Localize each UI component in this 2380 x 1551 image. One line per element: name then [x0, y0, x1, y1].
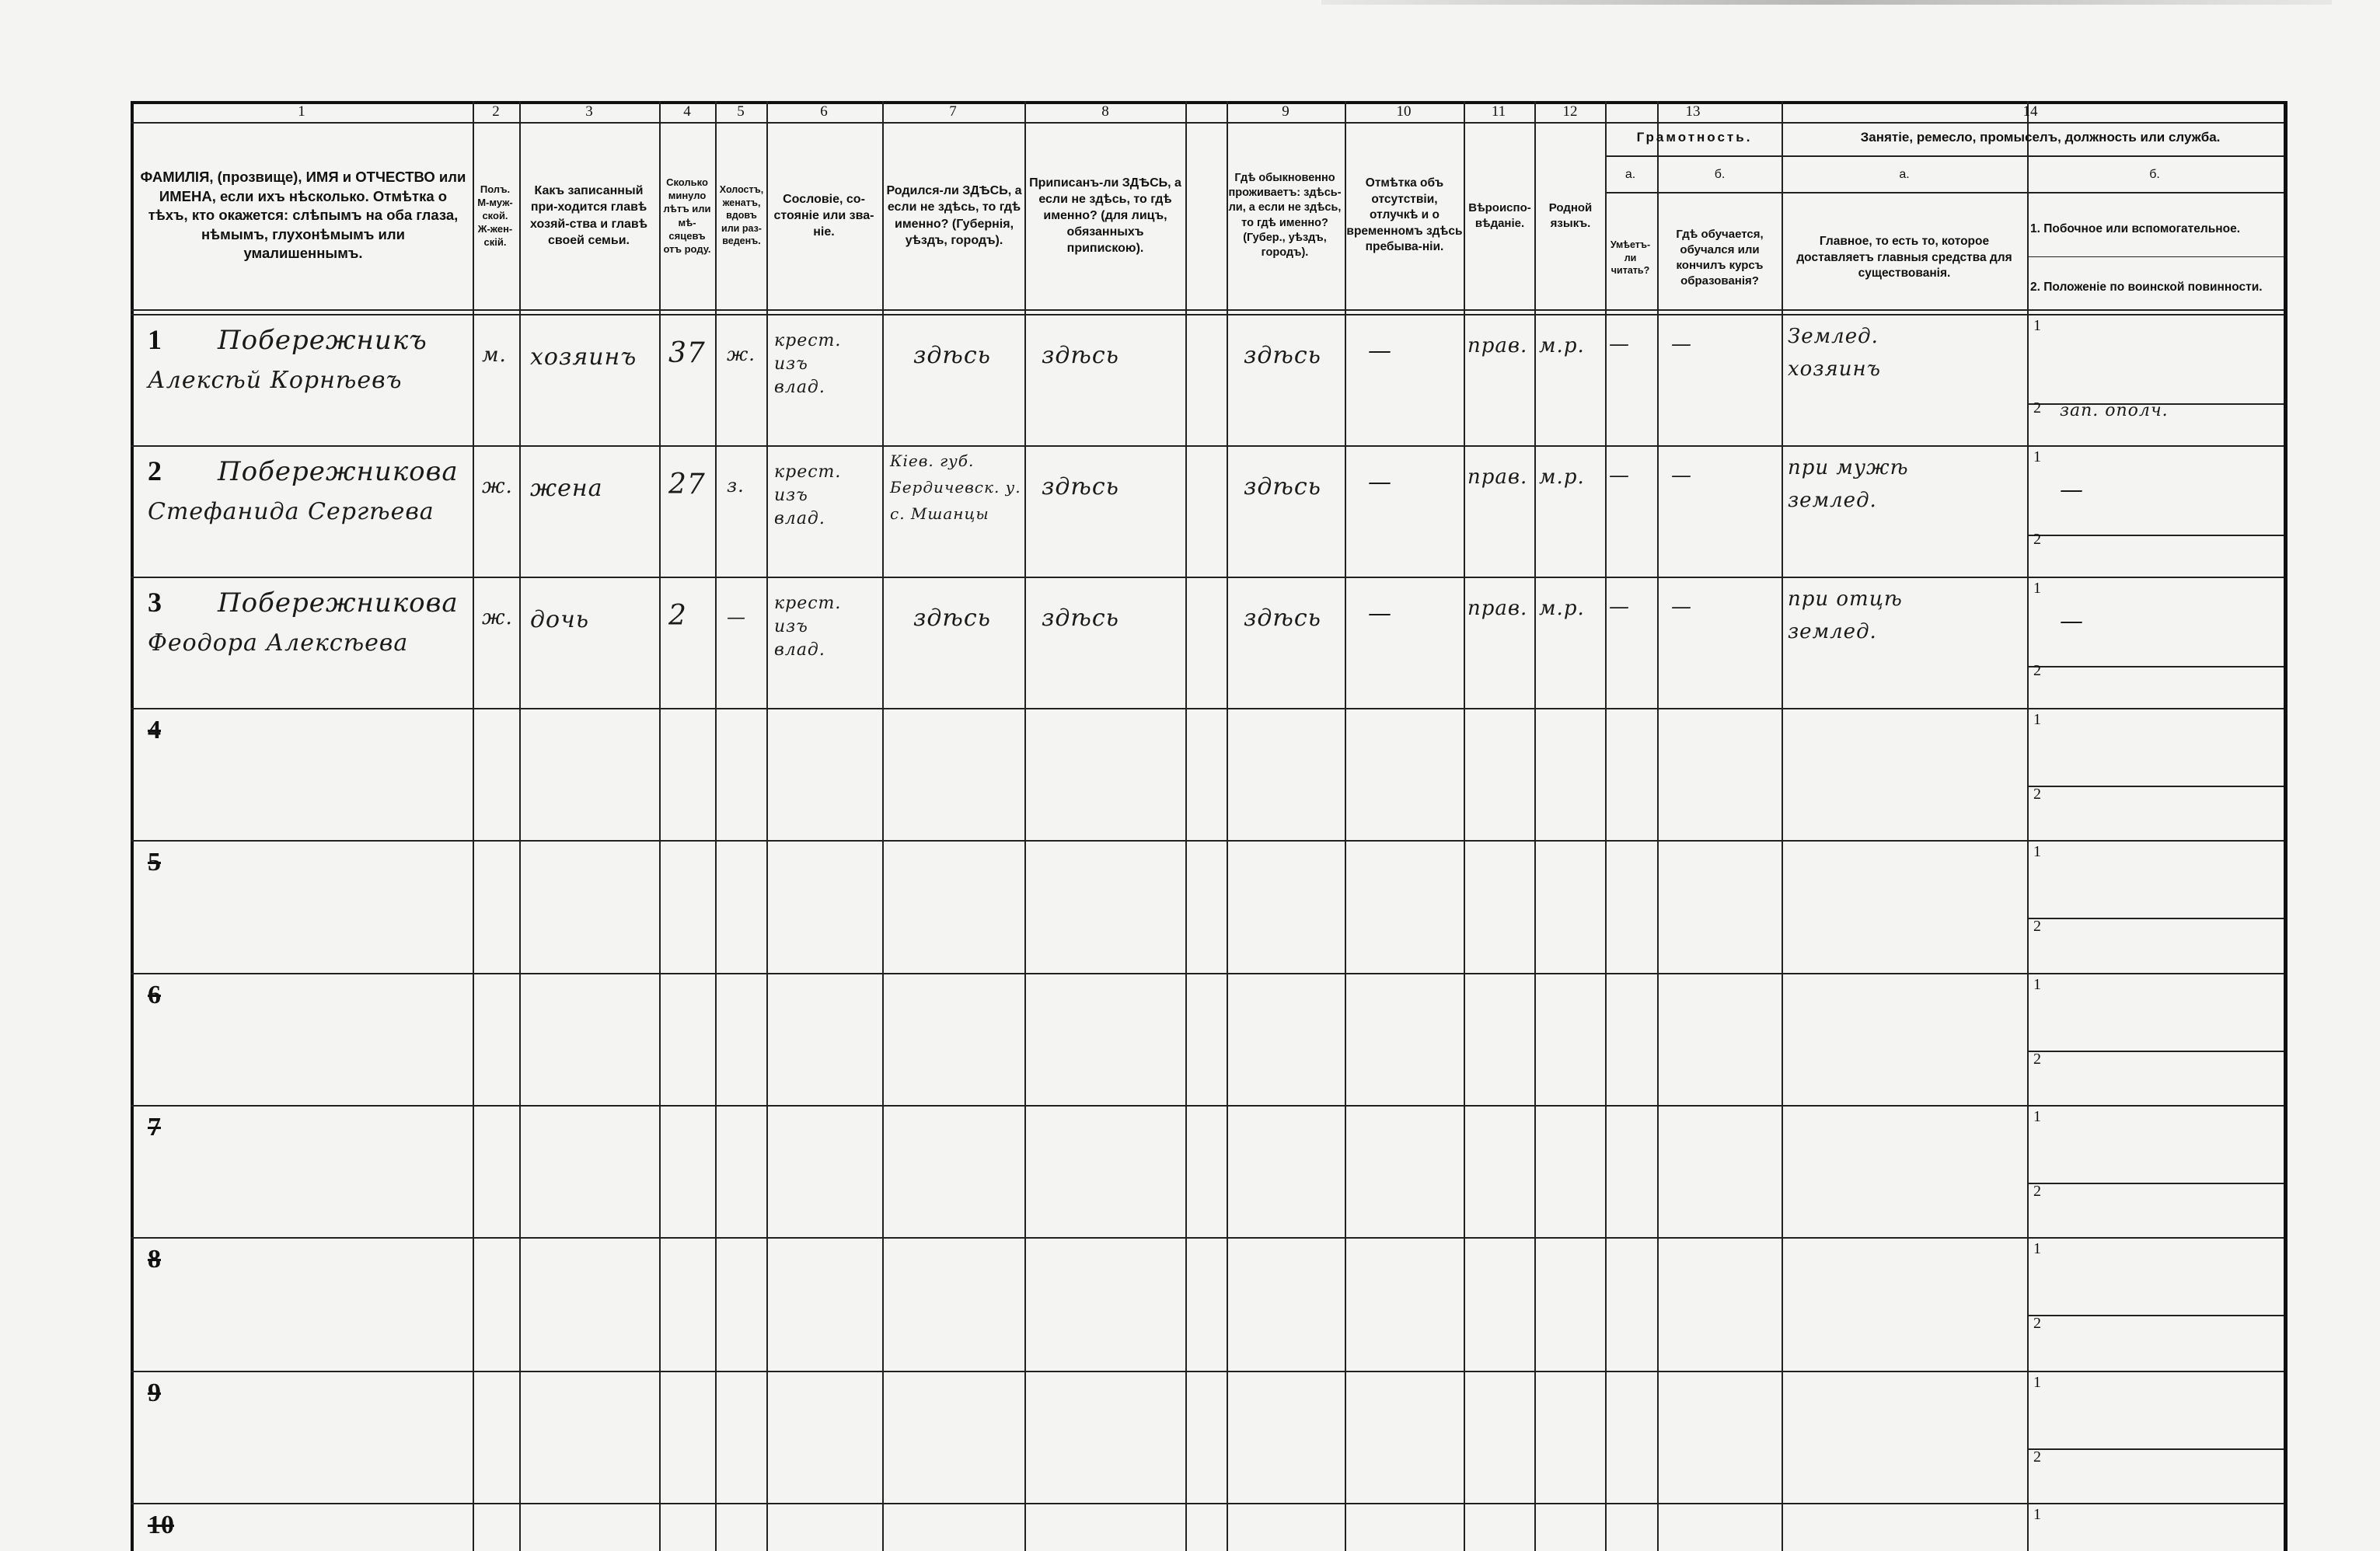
subrow-divider-8: [2027, 1315, 2284, 1316]
sex: м.: [482, 343, 507, 367]
sex: ж.: [482, 475, 513, 498]
education: —: [1671, 333, 1692, 356]
occupation-line: хозяинъ: [1788, 357, 1881, 381]
column-divider-11: [1464, 101, 1465, 1551]
row-divider-6: [131, 1105, 2284, 1107]
religion: прав.: [1467, 465, 1528, 489]
subrow-label: 1: [2033, 976, 2041, 993]
column-divider-6: [882, 101, 884, 1551]
military-status: —: [2060, 476, 2084, 504]
header-literacy-b: Гдѣ обучается, обучался или кончилъ курсъ образованія?: [1676, 228, 1764, 288]
column-number-6: 6: [820, 103, 828, 120]
education: —: [1671, 595, 1692, 619]
column-number-12: 12: [1562, 103, 1578, 120]
subrow-divider-7: [2027, 1183, 2284, 1184]
column-divider-8: [1185, 101, 1187, 1551]
column-number-1: 1: [298, 103, 305, 120]
column-divider-5: [766, 101, 768, 1551]
header-registered: Приписанъ-ли ЗДѢСЬ, а если не здѣсь, то гдѣ именно? (для лицъ, обязанныхъ припискою).: [1029, 176, 1181, 256]
header-resides: Гдѣ обыкновенно проживаетъ: здѣсь-ли, а если не здѣсь, то гдѣ именно? (Губер., уѣздъ, городъ).: [1228, 172, 1342, 259]
subrow-label: 2: [2033, 1448, 2041, 1466]
native-language: м.р.: [1539, 334, 1585, 357]
given-name-patronymic: Феодора Алексѣева: [148, 629, 409, 657]
estate-line: изъ: [774, 617, 808, 636]
estate-line: изъ: [774, 486, 808, 505]
row-number: 6: [148, 981, 161, 1009]
subrow-label: 2: [2033, 399, 2041, 417]
header-occupation-b1: 1. Побочное или вспомогательное.: [2030, 221, 2241, 235]
subrow-label: 2: [2033, 1315, 2041, 1332]
surname: Побережникъ: [218, 325, 427, 356]
birthplace-line: Бердичевск. у.: [890, 478, 1021, 497]
relation: жена: [530, 475, 603, 502]
column-divider-7: [1024, 101, 1026, 1551]
header-occupation-b2: 2. Положеніе по воинской повинности.: [2030, 280, 2263, 294]
column-divider-2: [519, 101, 521, 1551]
subrow-divider-3: [2027, 666, 2284, 667]
subrow-label: 2: [2033, 918, 2041, 935]
header-literacy-a-letter: а.: [1624, 168, 1636, 182]
row-number: 1: [148, 324, 162, 355]
subheader-line: [1605, 192, 2284, 193]
relation: хозяинъ: [530, 343, 637, 371]
given-name-patronymic: Алексѣй Корнѣевъ: [148, 367, 403, 394]
header-language: Родной языкъ.: [1548, 200, 1593, 230]
registered-place: здѣсь: [1042, 605, 1119, 632]
absence-mark: —: [1368, 600, 1392, 627]
age: 2: [668, 600, 687, 632]
estate-line: влад.: [774, 509, 825, 528]
row-divider-3: [131, 708, 2284, 709]
estate-line: крест.: [774, 594, 842, 613]
column-divider-16: [2027, 101, 2029, 1551]
header-literacy-a: Умѣетъ-ли читать?: [1610, 239, 1651, 277]
header-marital: Холостъ, женатъ, вдовъ или раз-веденъ.: [719, 184, 764, 247]
marital-status: з.: [727, 475, 745, 497]
column-number-3: 3: [585, 103, 593, 120]
row-divider-4: [131, 840, 2284, 842]
age: 37: [668, 337, 706, 369]
header-sex: Полъ. М-муж-ской. Ж-жен-скій.: [477, 183, 513, 249]
row-number: 5: [148, 848, 161, 877]
estate-line: крест.: [774, 331, 842, 350]
row-divider-7: [131, 1237, 2284, 1239]
row-divider-2: [131, 577, 2284, 578]
column-number-10: 10: [1396, 103, 1412, 120]
subrow-label: 2: [2033, 1051, 2041, 1068]
subrow-label: 2: [2033, 531, 2041, 548]
header-estate: Сословіе, со-стояніе или зва-ніе.: [773, 192, 874, 239]
native-language: м.р.: [1539, 465, 1585, 489]
subrow-divider-2: [2027, 535, 2284, 536]
subrow-divider-6: [2027, 1051, 2284, 1052]
marital-status: —: [727, 606, 746, 628]
subrow-label: 1: [2033, 317, 2041, 334]
column-divider-4: [715, 101, 717, 1551]
column-divider-1: [473, 101, 474, 1551]
table-right-border: [2284, 101, 2288, 1551]
column-number-9: 9: [1282, 103, 1289, 120]
column-number-11: 11: [1491, 103, 1506, 120]
column-number-7: 7: [949, 103, 957, 120]
religion: прав.: [1467, 334, 1528, 357]
religion: прав.: [1467, 597, 1528, 620]
header-occupation-a: Главное, то есть то, которое доставляетъ главныя средства для существованія.: [1796, 235, 2012, 281]
header-absence: Отмѣтка объ отсутствіи, отлучкѣ и о временномъ здѣсь пребыва-ніи.: [1346, 176, 1463, 254]
subrow-label: 1: [2033, 1506, 2041, 1523]
row-number: 4: [148, 716, 161, 744]
subrow-label: 1: [2033, 1374, 2041, 1391]
occupation-line: при мужѣ: [1788, 456, 1909, 479]
column-divider-9: [1227, 101, 1228, 1551]
subrow-label: 1: [2033, 1240, 2041, 1257]
residence: здѣсь: [1244, 342, 1321, 369]
occupation-line: при отцѣ: [1788, 587, 1903, 611]
can-read: —: [1609, 333, 1630, 356]
military-status: зап. ополч.: [2060, 401, 2169, 420]
subrow-divider-9: [2027, 1448, 2284, 1450]
birthplace-line: с. Мшанцы: [890, 504, 989, 523]
row-number: 9: [148, 1378, 161, 1407]
column-divider-12: [1534, 101, 1536, 1551]
column-divider-10: [1345, 101, 1346, 1551]
subrow-divider-5: [2027, 918, 2284, 919]
row-divider-9: [131, 1503, 2284, 1504]
military-status: —: [2060, 608, 2084, 635]
estate-line: влад.: [774, 640, 825, 660]
group-header-line: [1605, 155, 2284, 157]
absence-mark: —: [1368, 337, 1392, 364]
row-divider-5: [131, 973, 2284, 974]
header-occupation-a-letter: а.: [1899, 168, 1910, 182]
subrow-label: 1: [2033, 711, 2041, 728]
column-number-5: 5: [737, 103, 745, 120]
column-divider-15: [1782, 101, 1783, 1551]
column-number-14: 14: [2022, 103, 2038, 120]
header-name: ФАМИЛІЯ, (прозвище), ИМЯ и ОТЧЕСТВО или ИМЕНА, если ихъ нѣсколько. Отмѣтка о тѣхъ, кто окажется: слѣпымъ на оба глаза, нѣмымъ, глухонѣмымъ или умалишеннымъ.: [140, 169, 466, 262]
subrow-label: 1: [2033, 448, 2041, 465]
registered-place: здѣсь: [1042, 342, 1119, 369]
column-number-4: 4: [683, 103, 691, 120]
column-divider-13: [1605, 101, 1607, 1551]
can-read: —: [1609, 464, 1630, 487]
estate-line: изъ: [774, 354, 808, 374]
subrow-label: 2: [2033, 662, 2041, 679]
column-divider-14: [1657, 101, 1659, 1551]
subrow-label: 1: [2033, 580, 2041, 597]
column-divider-3: [659, 101, 661, 1551]
subrow-label: 2: [2033, 786, 2041, 803]
estate-line: влад.: [774, 378, 825, 397]
header-age: Сколько минуло лѣтъ или мѣ-сяцевъ отъ роду.: [663, 176, 711, 255]
subrow-divider-4: [2027, 786, 2284, 787]
occupation-line: землед.: [1788, 620, 1877, 643]
given-name-patronymic: Стефанида Сергѣева: [148, 498, 434, 525]
subrow-label: 1: [2033, 843, 2041, 860]
absence-mark: —: [1368, 469, 1392, 496]
surname: Побережникова: [218, 587, 459, 619]
registered-place: здѣсь: [1042, 473, 1119, 500]
native-language: м.р.: [1539, 597, 1585, 620]
header-occupation: Занятіе, ремесло, промыселъ, должность или служба.: [1860, 129, 2221, 145]
header-bottom-line-2: [131, 314, 2284, 315]
birthplace: здѣсь: [913, 605, 991, 632]
row-number: 7: [148, 1113, 161, 1141]
can-read: —: [1609, 595, 1630, 619]
row-number: 2: [148, 455, 162, 486]
header-born: Родился-ли ЗДѢСЬ, а если не здѣсь, то гдѣ именно? (Губернія, уѣздъ, городъ).: [886, 184, 1022, 247]
subrow-label: 1: [2033, 1108, 2041, 1125]
estate-line: крест.: [774, 462, 842, 482]
header-religion: Вѣроиспо-вѣданіе.: [1468, 200, 1531, 230]
header-occupation-b-letter: б.: [2149, 168, 2160, 182]
sex: ж.: [482, 606, 513, 629]
header-relation: Какъ записанный при-ходится главѣ хозяй-ства и главѣ своей семьи.: [530, 184, 647, 247]
marital-status: ж.: [727, 343, 756, 365]
table-top-border: [131, 101, 2284, 104]
birthplace: здѣсь: [913, 342, 991, 369]
relation: дочь: [530, 606, 590, 633]
age: 27: [668, 469, 706, 500]
residence: здѣсь: [1244, 605, 1321, 632]
header-14b-split: [2027, 256, 2284, 257]
row-number: 8: [148, 1245, 161, 1274]
residence: здѣсь: [1244, 473, 1321, 500]
column-number-13: 13: [1685, 103, 1701, 120]
birthplace-line: Кіев. губ.: [890, 451, 975, 470]
occupation-line: землед.: [1788, 489, 1877, 512]
row-number: 3: [148, 587, 162, 618]
table-left-border: [131, 101, 134, 1551]
header-literacy-b-letter: б.: [1714, 168, 1726, 182]
education: —: [1671, 464, 1692, 487]
scan-edge-shadow: [1321, 0, 2332, 5]
row-number: 10: [148, 1511, 174, 1539]
subrow-label: 2: [2033, 1183, 2041, 1200]
column-number-2: 2: [492, 103, 500, 120]
occupation-line: Землед.: [1788, 325, 1879, 348]
row-divider-8: [131, 1371, 2284, 1372]
column-number-8: 8: [1101, 103, 1109, 120]
row-divider-1: [131, 445, 2284, 447]
surname: Побережникова: [218, 456, 459, 487]
header-literacy: Грамотность.: [1636, 129, 1753, 145]
